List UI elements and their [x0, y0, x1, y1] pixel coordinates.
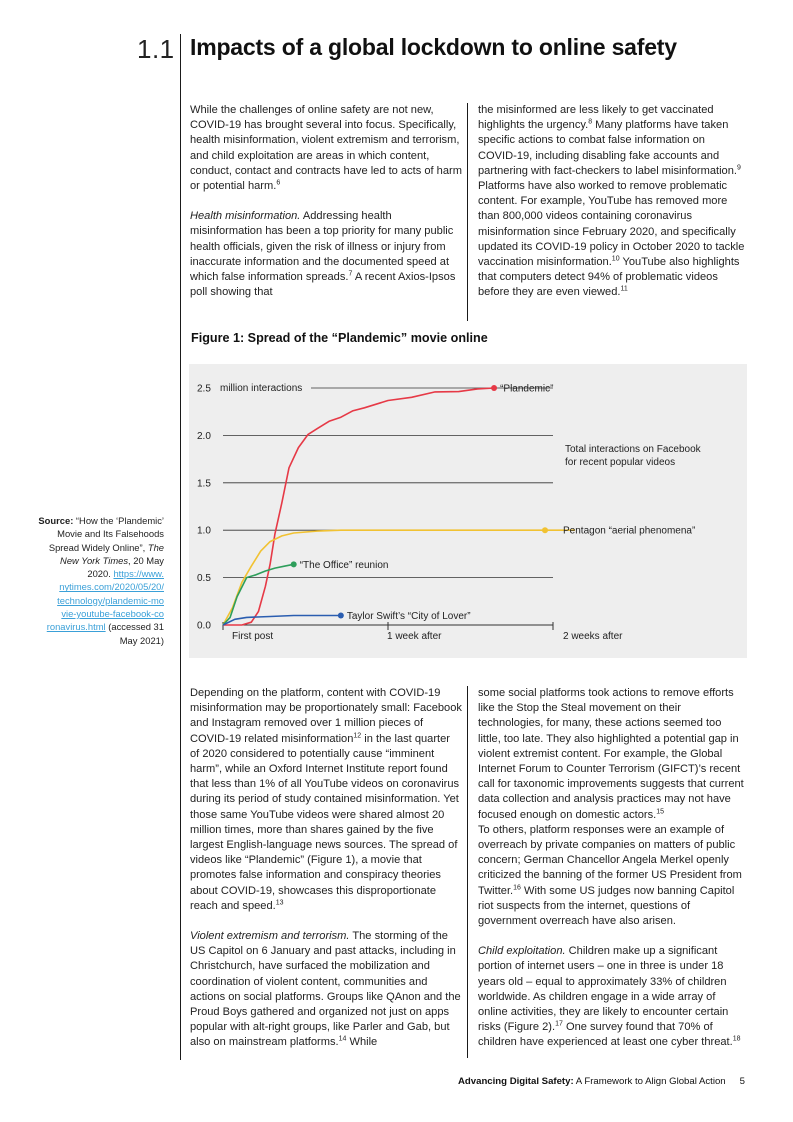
y-tick-label-4: 2.0: [197, 430, 211, 442]
text-column-top-right: [478, 103, 746, 301]
text-column-top-left: [190, 103, 462, 300]
page-number: 5: [739, 1076, 745, 1087]
paragraph-platform-actions: the misinformed are less likely to get vaccinated highlights the urgency.$^8$ Many platforms have taken specific actions to combat false information on COVID-19, including disabling fake accounts and partnering with fact-checkers to label misinformation.$^9$ Platforms have also worked to remove problematic content. For example, YouTube has removed more than 800,000 videos containing coronavirus misinformation since February 2020, and specifically updated its COVID-19 policy in October 2020 to tackle vaccination misinformation.$^{10}$ YouTube also highlights that computers detect 94% of problematic videos before they are even viewed.$^{11}$: [478, 104, 745, 299]
x-tick-label-2: 2 weeks after: [563, 631, 623, 642]
series-line-swift: [223, 616, 341, 626]
y-tick-label-0: 0.0: [197, 620, 211, 632]
source-link[interactable]: https://www. nytimes.com/2020/05/20/ technology/plandemic-mo vie-youtube-facebook-co ronavirus.html: [46, 568, 164, 633]
chart-note-line-1: Total interactions on Facebook: [565, 444, 701, 455]
section-divider: [180, 34, 181, 1060]
series-endpoint-swift: [338, 613, 344, 619]
series-label-plandemic: “Plandemic”: [500, 383, 554, 395]
text-column-bottom-right: [478, 686, 746, 1051]
footer-subtitle: A Framework to Align Global Action: [573, 1076, 726, 1087]
line-chart: [189, 364, 747, 658]
text-column-bottom-left: [190, 686, 462, 1051]
series-line-plandemic: [223, 388, 494, 625]
figure-title: Figure 1: Spread of the “Plandemic” movie online: [191, 331, 488, 345]
paragraph-intro: While the challenges of online safety are not new, COVID-19 has brought several into focus. Specifically, health misinformation, violent extremism and terrorism, and child exploitation are areas in which content, conduct, contact and contracts have led to acts of harm or potential harm.$^6$: [190, 104, 462, 193]
chart-panel: [189, 364, 747, 658]
source-publication: The New York Times: [60, 541, 164, 566]
column-divider-top: [467, 103, 468, 321]
y-tick-label-1: 0.5: [197, 573, 211, 585]
paragraph-overreach: To others, platform responses were an example of overreach by private companies on matters of public concern; German Chancellor Angela Merkel openly criticized the banning of the former US President from Twitter.$^{16}$ With some US judges now banning Capitol riot suspects from the internet, questions of government overreach have also arisen.: [478, 823, 742, 928]
y-tick-label-3: 1.5: [197, 478, 211, 490]
y-tick-label-5: 2.5: [197, 383, 211, 395]
paragraph-platform-content: Depending on the platform, content with COVID-19 misinformation may be proportionately small: Facebook and Instagram removed over 1 million pieces of COVID-19 related misinformation$^{12}$ in the last quarter of 2020 considered to potentially cause “imminent harm”, while an Oxford Internet Institute report found that less than 1% of all YouTube videos on coronavirus during its period of study contained misinformation. Yet those same YouTube videos were shared almost 20 million times, more than shares gained by the five largest English-language news sources. The spread of videos like “Plandemic” (Figure 1), a movie that promotes false information and conspiracy theories about COVID-19, showcases this disproportionate reach and speed.$^{13}$: [190, 687, 462, 912]
series-label-office: “The Office” reunion: [299, 559, 389, 571]
paragraph-violent-extremism: Violent extremism and terrorism. The storming of the US Capitol on 6 January and past attacks, including in Christchurch, have surfaced the mobilization and coordination of violent content, communities and actions on social platforms. Groups like QAnon and the Proud Boys gathered and organized not just on apps popular with alt-right groups, like Parler and Gab, but also on mainstream platforms.$^{14}$ While: [190, 930, 461, 1049]
y-tick-label-2: 1.0: [197, 525, 211, 537]
source-text-1: “How the ‘Plandemic’ Movie and Its Falsehoods Spread Widely Online”,: [48, 515, 164, 553]
page-title: Impacts of a global lockdown to online safety: [190, 34, 677, 60]
paragraph-stop-the-steal: some social platforms took actions to remove efforts like the Stop the Steal movement on their technologies, for many, these actions seemed too little, too late. They also highlighted a potential gap in violent extremist content. For example, the Global Internet Forum to Counter Terrorism (GIFCT)’s recent call for taxonomic improvements suggests that current data collection and analysis practices may not have focused enough on domestic actors.$^{15}$: [478, 687, 744, 821]
page-footer: [458, 1076, 745, 1087]
series-label-swift: Taylor Swift’s “City of Lover”: [346, 611, 471, 623]
column-divider-bottom: [467, 686, 468, 1058]
source-text-2: , 20 May 2020.: [87, 554, 164, 580]
source-accessed: (accessed 31 May 2021): [105, 621, 164, 646]
chart-note-line-2: for recent popular videos: [565, 457, 676, 468]
footer-brand: Advancing Digital Safety:: [457, 1076, 574, 1087]
x-tick-label-1: 1 week after: [387, 631, 442, 642]
series-endpoint-office: [291, 561, 297, 567]
figure-source: [36, 514, 164, 647]
series-endpoint-pentagon: [542, 527, 548, 533]
paragraph-health-misinformation: Health misinformation. Addressing health misinformation has been a top priority for many public health officials, given the risk of illness or injury from inaccurate information and the documented speed at which false information spreads.$^7$ A recent Axios-Ipsos poll showing that: [190, 210, 456, 299]
source-label: Source:: [38, 515, 74, 526]
series-endpoint-plandemic: [491, 385, 497, 391]
series-label-pentagon: Pentagon “aerial phenomena”: [563, 525, 696, 537]
section-number: 1.1: [137, 34, 175, 64]
y-axis-label: million interactions: [220, 383, 303, 394]
paragraph-child-exploitation: Child exploitation. Children make up a significant portion of internet users – one in three is under 18 years old – equal to approximately 33% of children worldwide. As children engage in a wide array of online activities, they are likely to encounter certain risks (Figure 2).$^{17}$ One survey found that 70% of children have experienced at least one cyber threat.$^{18}$: [478, 945, 741, 1049]
x-tick-label-0: First post: [232, 631, 274, 642]
